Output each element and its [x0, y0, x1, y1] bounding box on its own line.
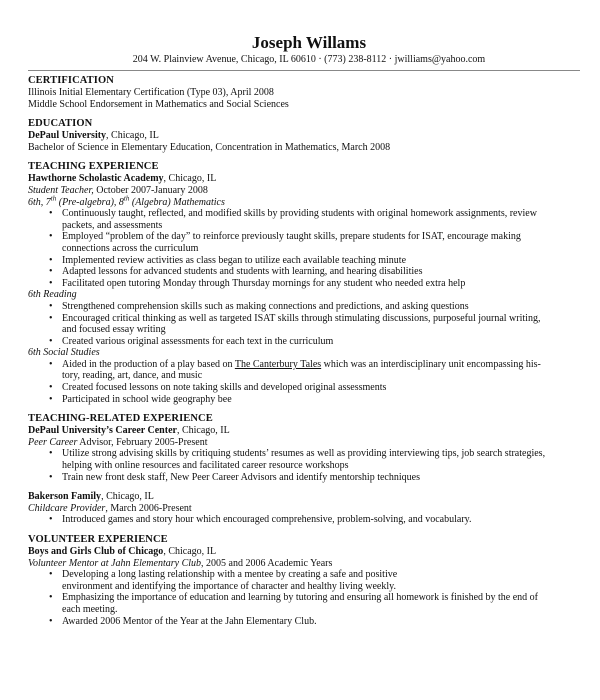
bullet-text-part: Aided in the production of a play based on — [62, 358, 235, 370]
bullet-text: • Train new front desk staff, New Peer Career Advisors and identify mentorship techniques — [62, 471, 420, 483]
teaching-location: , Chicago, IL — [163, 173, 217, 185]
bullet-text: • Strengthened comprehension skills such as making connections and predictions, and asking questions — [62, 300, 469, 312]
entry-role: Childcare Provider — [28, 502, 106, 514]
grade-label-part: (Algebra) Mathematics — [129, 196, 225, 208]
bullet-text-part: which was an interdisciplinary unit encompassing his- — [321, 358, 541, 370]
list-item — [62, 301, 580, 313]
volunteer-bullet-list — [28, 569, 580, 627]
bullet-text-cont: tory, reading, art, dance, and music — [62, 370, 203, 382]
volunteer-location: , Chicago, IL — [163, 546, 217, 557]
bullet-text — [62, 359, 580, 371]
ordinal-suffix: th — [123, 194, 130, 203]
certification-line: Middle School Endorsement in Mathematics and Social Sciences — [28, 98, 289, 110]
bullet-text-cont: environment and identifying the importance of character and healthy living weekly. — [62, 580, 396, 592]
education-org-line — [28, 130, 580, 142]
teaching-heading: TEACHING EXPERIENCE — [28, 161, 159, 173]
teaching-role-line — [28, 185, 580, 197]
volunteer-dates: , 2005 and 2006 Academic Years — [201, 557, 333, 569]
entry-dates: Advisor, February 2005-Present — [77, 436, 208, 448]
education-degree: Bachelor of Science in Elementary Education, Concentration in Mathematics, March 2008 — [28, 141, 391, 153]
ordinal-suffix: th — [50, 194, 57, 203]
bullet-text: • Adapted lessons for advanced students and students with learning, and hearing disabilities — [62, 266, 423, 278]
education-heading: EDUCATION — [28, 118, 93, 130]
career-center-entry — [28, 425, 580, 483]
teaching-org-line — [28, 173, 580, 185]
list-item — [62, 359, 580, 382]
entry-location: , Chicago, IL — [101, 491, 154, 503]
list-item — [62, 336, 580, 348]
entry-role-line — [28, 437, 580, 449]
teaching-role: Student Teacher, — [28, 184, 94, 196]
bullet-text: • Continuously taught, reflected, and modified skills by providing students with original homework assignments, review — [62, 208, 537, 220]
contact-line: 204 W. Plainview Avenue, Chicago, IL 60610 · (773) 238-8112 · jwilliams@yahoo.com — [132, 54, 486, 65]
volunteer-role-line — [28, 558, 580, 570]
list-item — [62, 255, 580, 267]
entry-org: Bakerson Family — [28, 491, 102, 503]
bullet-text-cont: connections across the curriculum — [62, 242, 199, 254]
math-group-label — [28, 194, 580, 209]
volunteer-heading: VOLUNTEER EXPERIENCE — [28, 534, 168, 545]
list-item — [62, 231, 580, 254]
grade-label-part: 6th, 7 — [28, 196, 51, 208]
certification-section — [28, 75, 580, 110]
list-item — [62, 208, 580, 231]
bakerson-entry — [28, 491, 580, 526]
bullet-text: • Utilize strong advising skills by critiquing students’ resumes as well as providing interviewing tips, job search strategies, — [62, 448, 546, 460]
volunteer-org: Boys and Girls Club of Chicago — [28, 546, 164, 557]
list-item — [62, 472, 580, 484]
reading-bullet-list — [28, 301, 580, 347]
social-studies-bullet-list — [28, 359, 580, 405]
bullet-text-cont: packets, and assessments — [62, 219, 163, 231]
bullet-text: • Employed “problem of the day” to reinforce previously taught skills, prepare students for ISAT, encourage making — [62, 231, 521, 243]
bullet-text: • Created focused lessons on note taking skills and developed original assessments — [62, 382, 387, 394]
entry-dates: , March 2006-Present — [105, 502, 192, 514]
bullet-text: • Participated in school wide geography bee — [62, 393, 232, 405]
entry-org-line — [28, 425, 580, 437]
resume-name: Joseph Willams — [251, 33, 367, 52]
list-item — [62, 616, 580, 628]
bullet-text-cont: helping with online resources and facilitated career resource workshops — [62, 460, 349, 472]
list-item — [62, 448, 580, 471]
reading-group-label: 6th Reading — [28, 289, 77, 301]
grade-label-part: (Pre-algebra), 8 — [56, 196, 124, 208]
bakerson-bullet-list — [28, 514, 580, 526]
teaching-org: Hawthorne Scholastic Academy — [28, 173, 164, 185]
education-section — [28, 118, 580, 153]
list-item — [62, 382, 580, 394]
list-item — [62, 266, 580, 278]
math-bullet-list — [28, 208, 580, 289]
entry-role: Peer Career — [28, 436, 78, 448]
list-item — [62, 394, 580, 406]
teaching-related-section — [28, 413, 580, 526]
list-item — [62, 569, 580, 592]
list-item — [62, 313, 580, 336]
bullet-text: • Encouraged critical thinking as well as targeted ISAT skills through stimulating discussions, purposeful journal writing, — [62, 312, 541, 324]
bullet-text: • Implemented review activities as class began to utilize each available teaching minute — [62, 254, 407, 266]
bullet-text: • Developing a long lasting relationship with a mentee by creating a safe and positive — [62, 569, 398, 581]
social-studies-group-label: 6th Social Studies — [28, 347, 100, 359]
bullet-text: • Created various original assessments for each text in the curriculum — [62, 335, 334, 347]
list-item — [62, 592, 580, 615]
bullet-text-cont: each meeting. — [62, 603, 118, 615]
list-item — [62, 278, 580, 290]
career-center-bullet-list — [28, 448, 580, 483]
header-divider — [28, 70, 580, 71]
bullet-text-cont: and focused essay writing — [62, 324, 166, 336]
entry-org-line — [28, 491, 580, 503]
entry-org: DePaul University’s Career Center — [28, 425, 177, 437]
education-org: DePaul University — [28, 130, 107, 142]
volunteer-role: Volunteer Mentor at Jahn Elementary Club — [28, 557, 202, 569]
certification-line: Illinois Initial Elementary Certification (Type 03), April 2008 — [28, 87, 274, 98]
bullet-text: • Emphasizing the importance of education and learning by tutoring and ensuring all homework is finished by the end of — [62, 592, 538, 604]
certification-heading: CERTIFICATION — [28, 75, 114, 86]
entry-location: , Chicago, IL — [176, 425, 230, 437]
entry-role-line — [28, 503, 580, 515]
education-location: , Chicago, IL — [106, 130, 159, 142]
volunteer-section — [28, 534, 580, 627]
bullet-text: • Facilitated open tutoring Monday through Thursday mornings for any student who needed extra help — [62, 277, 466, 289]
teaching-section — [28, 161, 580, 405]
bullet-text: • Introduced games and story hour which encouraged comprehensive, problem-solving, and vocabulary. — [62, 514, 472, 526]
list-item — [62, 514, 580, 526]
teaching-dates: October 2007-January 2008 — [93, 184, 208, 196]
bullet-text: • Awarded 2006 Mentor of the Year at the Jahn Elementary Club. — [62, 615, 317, 627]
teaching-related-heading: TEACHING-RELATED EXPERIENCE — [28, 413, 213, 425]
book-title: The Canterbury Tales — [234, 358, 322, 370]
volunteer-org-line — [28, 546, 580, 558]
